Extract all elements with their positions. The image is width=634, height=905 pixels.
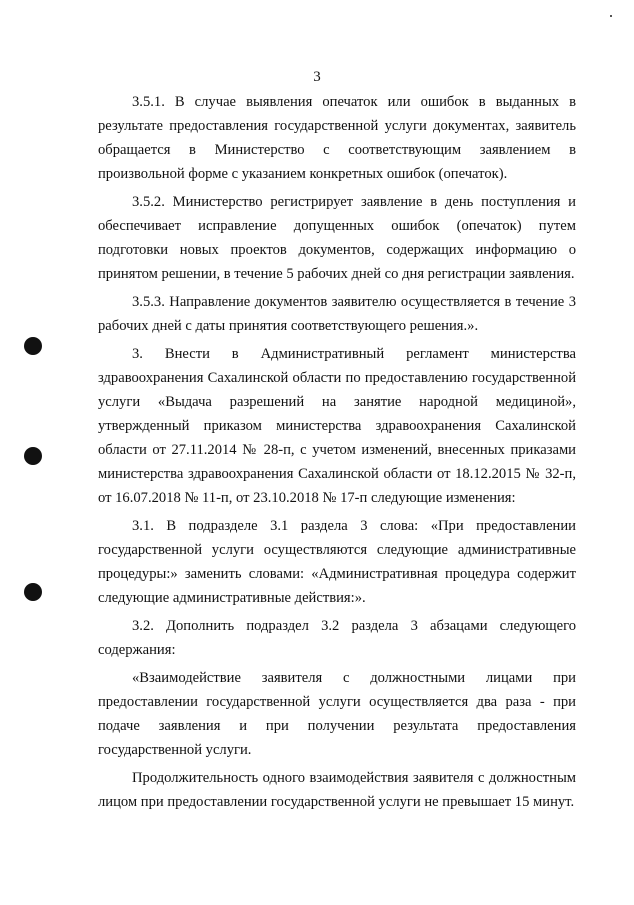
page-number: 3	[313, 69, 321, 85]
paragraph-3: 3. Внести в Административный регламент министерства здравоохранения Сахалинской области по предоставлению государственной услуги «Выдача разрешений на занятие народной медициной», утвержденный приказом министерства здравоохранения Сахалинской области от 27.11.2014 № 28-п, с учетом изменений, внесенных приказами министерства здравоохранения Сахалинской области от 18.12.2015 № 32-п, от 16.07.2018 № 11-п, от 23.10.2018 № 17-п следующие изменения:	[98, 346, 576, 506]
punch-hole-middle	[24, 447, 42, 465]
paragraph-duration: Продолжительность одного взаимодействия заявителя с должностным лицом при предоставлении государственной услуги не превышает 15 минут.	[98, 770, 576, 810]
paragraph-3-5-1: 3.5.1. В случае выявления опечаток или ошибок в выданных в результате предоставления государственной услуги документах, заявитель обращается в Министерство с соответствующим заявлением в произвольной форме с указанием конкретных ошибок (опечаток).	[98, 94, 576, 182]
paragraph-3-1: 3.1. В подразделе 3.1 раздела 3 слова: «При предоставлении государственной услуги осуществляются следующие административные процедуры:» заменить словами: «Административная процедура содержит следующие административные действия:».	[98, 518, 576, 606]
punch-hole-top	[24, 337, 42, 355]
document-body	[98, 90, 576, 818]
paragraph-3-5-3: 3.5.3. Направление документов заявителю осуществляется в течение 3 рабочих дней с даты принятия соответствующего решения.».	[98, 294, 576, 334]
paragraph-quote-interaction: «Взаимодействие заявителя с должностными лицами при предоставлении государственной услуги осуществляется два раза - при подаче заявления и при получении результата предоставления государственной услуги.	[98, 670, 576, 758]
paragraph-3-2: 3.2. Дополнить подраздел 3.2 раздела 3 абзацами следующего содержания:	[98, 618, 576, 658]
punch-hole-bottom	[24, 583, 42, 601]
scan-speck	[610, 15, 612, 17]
paragraph-3-5-2: 3.5.2. Министерство регистрирует заявление в день поступления и обеспечивает исправление допущенных ошибок (опечаток) путем подготовки новых проектов документов, содержащих информацию о принятом решении, в течение 5 рабочих дней со дня регистрации заявления.	[98, 194, 576, 282]
